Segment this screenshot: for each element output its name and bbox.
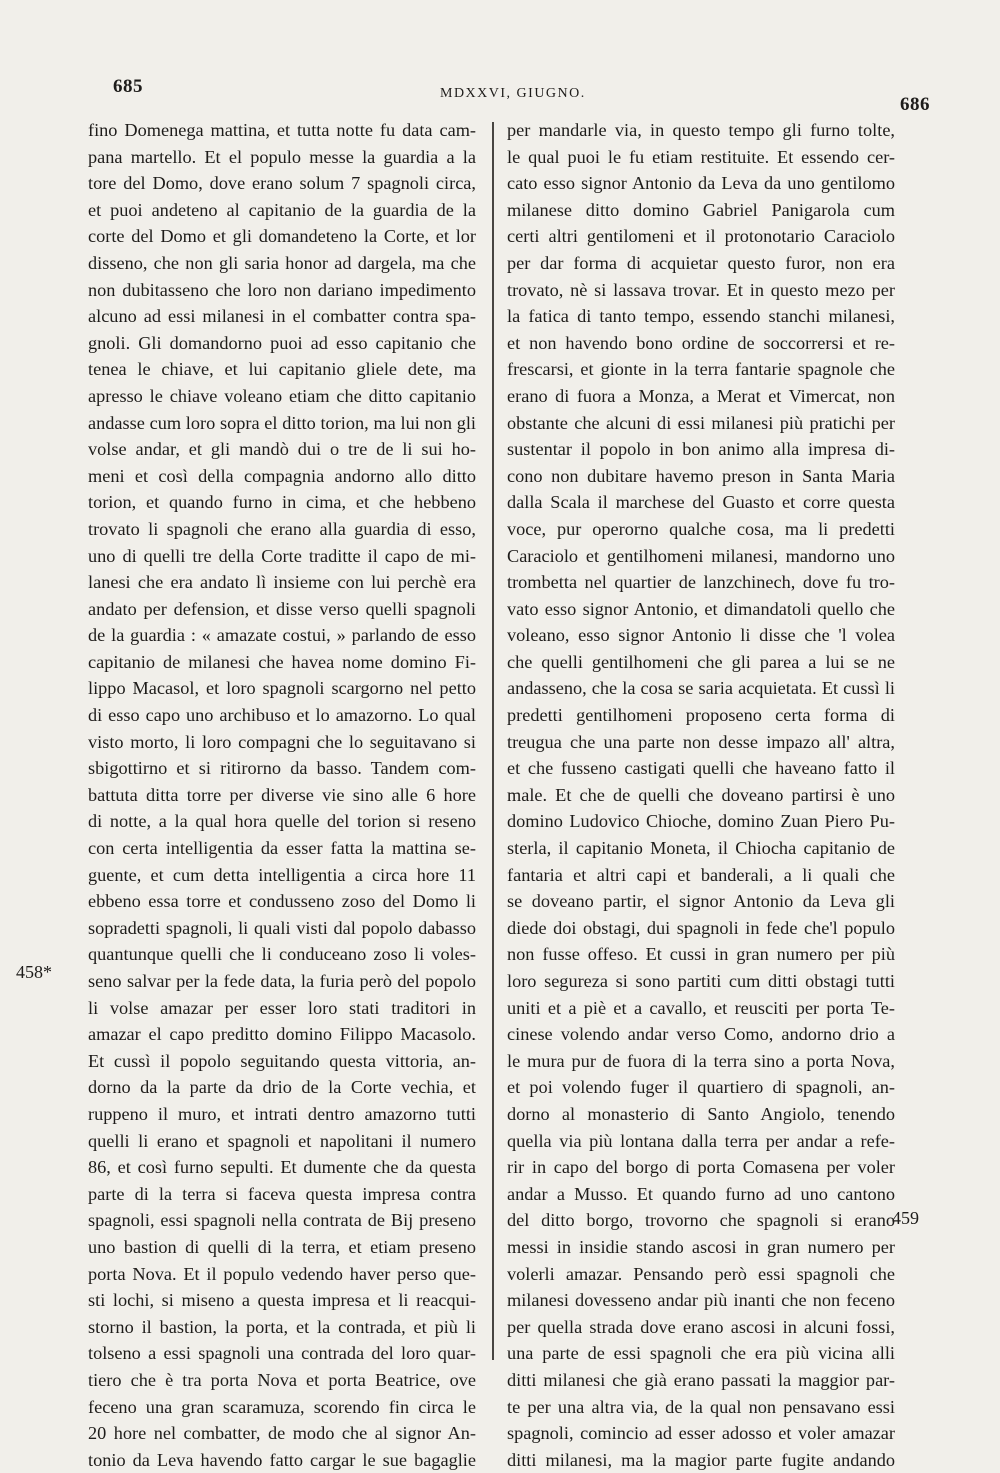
text-line: andasseno, che la cosa se saria acquietata. Et cussì li [507,678,895,699]
text-line: voleano, esso signor Antonio li disse che 'l volea [507,625,895,646]
text-line: erano di fuora a Monza, a Merat et Vimercat, non [507,385,895,406]
text-line: una parte de essi spagnoli che era più vicina alli [507,1343,895,1364]
text-line: cinese volendo andar verso Como, andorno drio a [507,1024,895,1045]
text-line: fantaria et altri capi et banderali, a li quali che [507,864,895,885]
running-head: MDXXVI, GIUGNO. [440,86,586,101]
text-line: pana martello. Et el populo messe la guardia a la [88,146,476,167]
text-line: alcuno ad essi milanesi in el combatter contra spa- [88,306,476,327]
text-line: le qual puoi le fu etiam restituite. Et essendo cer- [507,146,895,167]
text-line: messi in insidie stando ascosi in gran numero per [507,1236,895,1257]
text-line: li volse amazar per esser loro stati traditori in [88,997,476,1018]
text-line: domino Ludovico Chioche, domino Zuan Piero Pu- [507,811,895,832]
column-divider [492,122,494,1360]
text-line: per mandarle via, in questo tempo gli furno tolte, [507,120,895,140]
text-line: te per una altra via, de la qual non pensavano essi [507,1396,895,1417]
right-margin-note: 459 [892,1208,919,1228]
text-line: tiero che è tra porta Nova et porta Beatrice, ove [88,1369,476,1390]
text-line: dorno al monasterio di Santo Angiolo, tenendo [507,1103,895,1124]
text-line: frescarsi, et gionte in la terra fantarie spagnole che [507,359,895,380]
text-line: sti lochi, si miseno a questa impresa et li reacqui- [88,1290,476,1311]
text-line: seno salvar per la fede data, la furia però del popolo [88,971,476,991]
text-line: Caraciolo et gentilhomeni milanesi, mandorno uno [507,545,895,566]
text-line: torion, et quando furno in cima, et che hebbeno [88,492,476,513]
text-line: meni et così della compagnia andorno allo ditto [88,465,476,486]
text-line: ebbeno essa torre et condusseno zoso del Domo li [88,891,476,912]
text-line: dalla Scala il marchese del Guasto et corre questa [507,492,895,513]
text-line: obstante che alcuni di essi milanesi più pratichi per [507,412,895,433]
text-line: 86, et così furno sepulti. Et dumente che da questa [88,1157,476,1178]
text-line: certi altri gentilomeni et il protonotario Caraciolo [507,226,895,247]
text-line: tonio da Leva havendo fatto cargar le sue bagaglie [88,1449,476,1470]
text-line: disseno, che non gli saria honor ad dargela, ma che [88,252,476,273]
text-line: del ditto borgo, trovorno che spagnoli si erano [507,1210,895,1231]
text-line: spagnoli, essi spagnoli nella contrata de Bij preseno [88,1210,476,1231]
text-line: cono non dubitare havemo preson in Santa Maria [507,465,895,486]
text-line: ditti milanesi, ma la magior parte fugite andando [507,1449,895,1470]
text-line: dorno da la parte da drio de la Corte vechia, et [88,1077,476,1098]
right-text-column [507,117,895,1473]
text-line: lanesi che era andato lì insieme con lui perchè era [88,572,476,593]
text-line: quelli li erano et spagnoli et napolitani il numero [88,1130,476,1151]
text-line: uno bastion di quelli di la terra, et etiam preseno [88,1236,476,1257]
text-line: de la guardia : « amazate costui, » parlando de esso [88,625,476,646]
text-line: con certa intelligentia da esser fatta la mattina se- [88,838,476,859]
text-line: milanese ditto domino Gabriel Panigarola cum [507,199,895,220]
text-line: et che fusseno castigati quelli che haveano fatto il [507,758,895,779]
text-line: male. Et che de quelli che doveano partirsi è uno [507,784,895,805]
text-line: andasse cum loro sopra el ditto torion, ma lui non gli [88,412,476,433]
text-line: sterla, il capitanio Moneta, il Chiocha capitanio de [507,838,895,859]
text-line: guente, et cum detta intelligentia a circa hore 11 [88,864,476,885]
left-margin-note: 458* [16,962,52,982]
text-line: et non havendo bono ordine de soccorrersi et re- [507,332,895,353]
text-line: porta Nova. Et il populo vedendo haver perso que- [88,1263,476,1284]
text-line: sbigottirno et si ritirorno da basso. Tandem com- [88,758,476,779]
text-line: battuta ditta torre per diverse vie sino alle 6 hore [88,784,476,805]
text-line: ditti milanesi che già erano passati la maggior par- [507,1369,895,1390]
text-line: diede doi obstagi, dui spagnoli in fede che'l populo [507,917,895,938]
left-page-number: 685 [113,76,143,97]
text-line: rir in capo del borgo di porta Comasena per voler [507,1157,895,1178]
text-line: predetti gentilhomeni proposeno certa forma di [507,705,895,726]
text-line: storno il bastion, la porta, et la contrada, et più li [88,1316,476,1337]
right-page-number: 686 [900,94,930,115]
text-line: apresso le chiave voleano etiam che ditto capitanio [88,385,476,406]
text-line: 20 hore nel combatter, de modo che al signor An- [88,1423,476,1444]
text-line: Et cussì il popolo seguitando questa vittoria, an- [88,1050,476,1071]
text-line: volse andar, et gli mandò dui o tre de li sui ho- [88,439,476,460]
text-line: ruppeno il muro, et intrati dentro amazorno tutti [88,1103,476,1124]
text-line: andato per defension, et disse verso quelli spagnoli [88,598,476,619]
text-line: le mura pur de fuora di la terra sino a porta Nova, [507,1050,895,1071]
text-line: voce, pur operorno qualche cosa, ma li predetti [507,518,895,539]
text-line: amazar el capo preditto domino Filippo Macasolo. [88,1024,476,1045]
text-line: et poi volendo fuger il quartiero di spagnoli, an- [507,1077,895,1098]
text-line: trombetta nel quartier de lanzchinech, dove fu tro- [507,572,895,593]
text-line: corte del Domo et gli domandeteno la Corte, et lor [88,226,476,247]
text-line: visto morto, li loro compagni che lo seguitavano si [88,731,476,752]
text-line: per quella strada dove erano ascosi in alcuni fossi, [507,1316,895,1337]
text-line: tenea le chiave, et lui capitanio gliele dete, ma [88,359,476,380]
text-line: non fusse offeso. Et cussi in gran numero per più [507,944,895,965]
text-line: sopradetti spagnoli, li quali visti dal popolo dabasso [88,917,476,938]
text-line: volerli amazar. Pensando però essi spagnoli che [507,1263,895,1284]
text-line: spagnoli, comincio ad esser adosso et voler amazar [507,1423,895,1444]
text-line: quantunque quelli che li conduceano zoso li voles- [88,944,476,965]
text-line: feceno una gran scaramuza, scorendo fin circa le [88,1396,476,1417]
text-line: treugua che una parte non desse impazo all' altra, [507,731,895,752]
text-line: uniti et a piè et a cavallo, et reusciti per porta Te- [507,997,895,1018]
text-line: uno di quelli tre della Corte traditte il capo de mi- [88,545,476,566]
text-line: parte di la terra si faceva questa impresa contra [88,1183,476,1204]
text-line: milanesi dovesseno andar più inanti che non feceno [507,1290,895,1311]
text-line: cato esso signor Antonio da Leva da uno gentilomo [507,173,895,194]
text-line: quella via più lontana dalla terra per andar a refe- [507,1130,895,1151]
text-line: vato esso signor Antonio, et dimandatoli quello che [507,598,895,619]
text-line: se doveano partir, el signor Antonio da Leva gli [507,891,895,912]
text-line: non dubitasseno che loro non dariano impedimento [88,279,476,300]
text-line: loro segureza si sono partiti cum ditti obstagi tutti [507,971,895,991]
text-line: tolseno a essi spagnoli una contrada del loro quar- [88,1343,476,1364]
text-line: capitanio de milanesi che havea nome domino Fi- [88,651,476,672]
text-line: fino Domenega mattina, et tutta notte fu data cam- [88,120,476,140]
text-line: che quelli gentilhomeni che gli parea a lui se ne [507,651,895,672]
text-line: per dar forma di acquietar questo furor, non era [507,252,895,273]
text-line: sustentar il popolo in bon animo alla impresa di- [507,439,895,460]
text-line: et puoi andeteno al capitanio de la guardia de la [88,199,476,220]
text-line: di esso capo uno archibuso et lo amazorno. Lo qual [88,705,476,726]
left-text-column [88,117,476,1473]
text-line: trovato li spagnoli che erano alla guardia di esso, [88,518,476,539]
text-line: gnoli. Gli domandorno puoi ad esso capitanio che [88,332,476,353]
text-line: tore del Domo, dove erano solum 7 spagnoli circa, [88,173,476,194]
text-line: la fatica di tanto tempo, essendo stanchi milanesi, [507,306,895,327]
text-line: di notte, a la qual hora quelle del torion si reseno [88,811,476,832]
text-line: andar a Musso. Et quando furno ad uno cantono [507,1183,895,1204]
text-line: lippo Macasol, et loro spagnoli scargorno nel petto [88,678,476,699]
text-line: trovato, nè si lassava trovar. Et in questo mezo per [507,279,895,300]
